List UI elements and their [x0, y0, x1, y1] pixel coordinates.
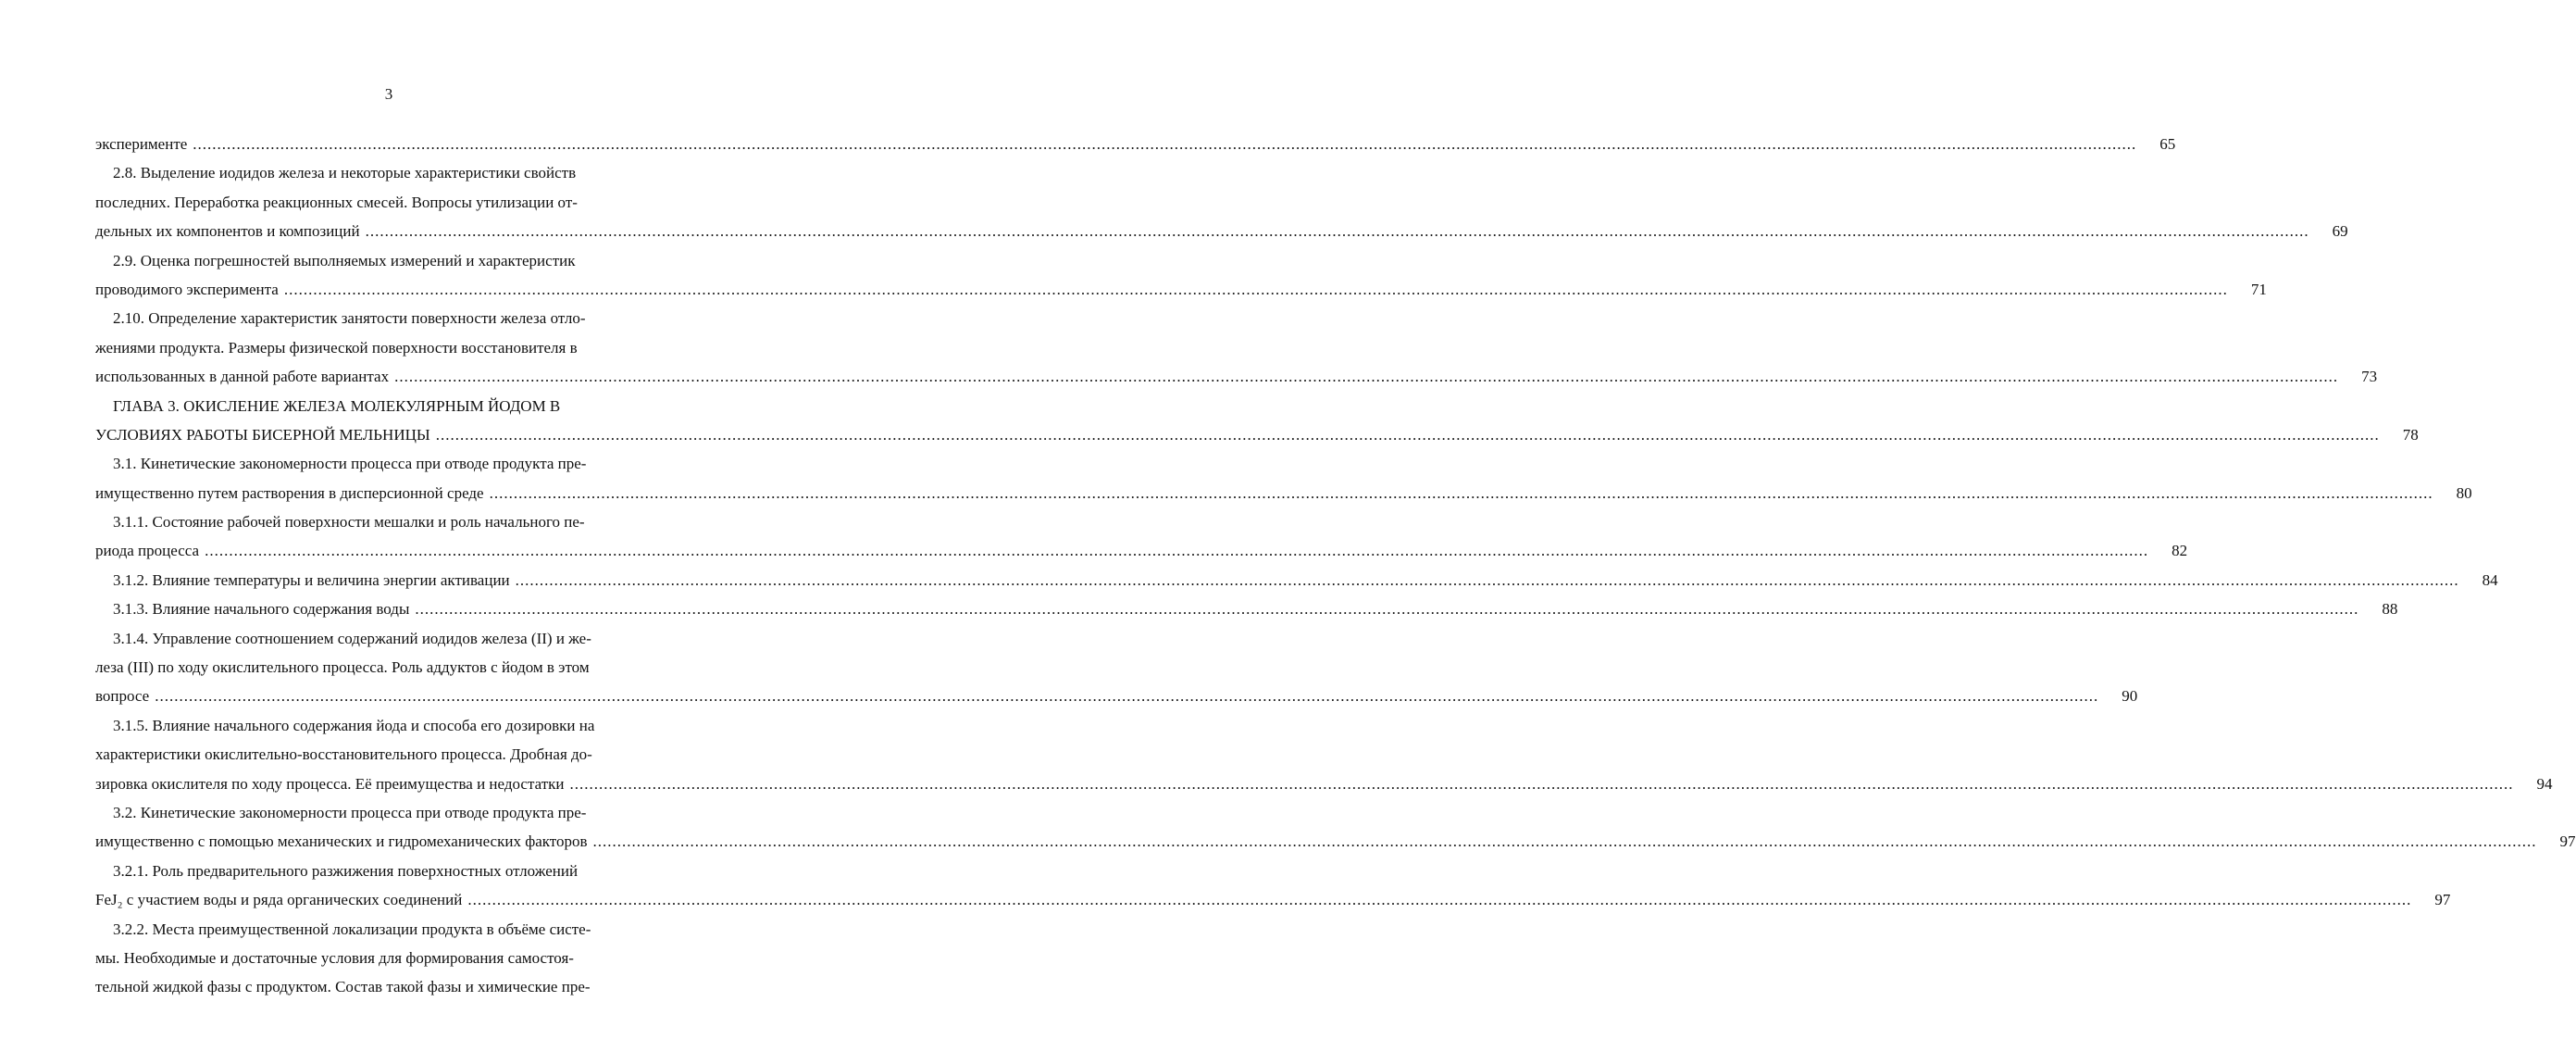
- toc-entry-line: 3.2.2. Места преимущественной локализации продукта в объёме систе-: [113, 920, 591, 938]
- toc-entry-title: проводимого эксперимента: [95, 280, 279, 298]
- toc-entry-line: 2.9. Оценка погрешностей выполняемых измерений и характеристик: [113, 251, 576, 269]
- toc-entry: [95, 449, 2472, 507]
- toc-entry-title: зировка окислителя по ходу процесса. Её преимущества и недостатки: [95, 774, 565, 793]
- toc-page-number: 94: [2536, 774, 2553, 793]
- toc-entry-line: мы. Необходимые и достаточные условия для формирования самостоя-: [95, 948, 574, 967]
- toc-entry-last-line: [95, 536, 2188, 565]
- toc-entry-line: 3.1.1. Состояние рабочей поверхности мешалки и роль начального пе-: [113, 513, 585, 532]
- toc-page-number: 65: [2159, 135, 2176, 153]
- toc-entry-last-line: [95, 682, 2138, 710]
- toc-entry-last-line: [95, 217, 2348, 245]
- toc-entry-line: ГЛАВА 3. ОКИСЛЕНИЕ ЖЕЛЕЗА МОЛЕКУЛЯРНЫМ ЙОДОМ В: [113, 396, 561, 415]
- toc-entry-line: тельной жидкой фазы с продуктом. Состав такой фазы и химические пре-: [95, 978, 591, 996]
- toc-entry-line: последних. Переработка реакционных смесей. Вопросы утилизации от-: [95, 193, 578, 211]
- toc-entry: [95, 857, 2451, 915]
- dot-leader: ................................................................................................................................................................................................................................................................................................................................................................................................................: [435, 425, 2380, 444]
- toc-page-number: 97: [2559, 832, 2576, 851]
- toc-entry: [95, 130, 2176, 158]
- toc-entry-title: FeJ₂ с участием воды и ряда органических соединений: [95, 891, 463, 909]
- toc-entry-title: риода процесса: [95, 542, 200, 560]
- toc-entry-title: имущественно путем растворения в дисперсионной среде: [95, 483, 484, 502]
- toc-page-number: 97: [2434, 891, 2451, 909]
- toc-entry-last-line: [95, 827, 2576, 856]
- toc-page-number: 69: [2332, 222, 2348, 241]
- toc-entry-last-line: [95, 275, 2267, 304]
- dot-leader: ................................................................................................................................................................................................................................................................................................................................................................................................................: [467, 891, 2412, 909]
- toc-entry-line: 3.1. Кинетические закономерности процесса при отводе продукта пре-: [113, 455, 587, 473]
- toc-page-number: 73: [2361, 368, 2378, 386]
- toc-entry-line: 2.8. Выделение иодидов железа и некоторые характеристики свойств: [113, 164, 577, 182]
- dot-leader: ................................................................................................................................................................................................................................................................................................................................................................................................................: [283, 280, 2228, 298]
- toc-entry-last-line: [95, 130, 2176, 158]
- toc-page-number: 90: [2122, 687, 2138, 706]
- toc-entry: [95, 711, 2553, 798]
- toc-page-number: 78: [2402, 425, 2419, 444]
- toc-entry: [95, 304, 2378, 391]
- toc-entry-line: характеристики окислительно-восстановительного процесса. Дробная до-: [95, 745, 592, 764]
- toc-entry-line: 2.10. Определение характеристик занятости поверхности железа отло-: [113, 309, 586, 328]
- dot-leader: ................................................................................................................................................................................................................................................................................................................................................................................................................: [394, 368, 2339, 386]
- dot-leader: ................................................................................................................................................................................................................................................................................................................................................................................................................: [193, 135, 2137, 153]
- dot-leader: ................................................................................................................................................................................................................................................................................................................................................................................................................: [415, 600, 2359, 619]
- toc-entry: [95, 246, 2267, 305]
- toc-entry: [95, 595, 2398, 623]
- toc-entry-title: вопросе: [95, 687, 150, 706]
- toc-entry-line: 3.2. Кинетические закономерности процесса при отводе продукта пре-: [113, 803, 587, 821]
- dot-leader: ................................................................................................................................................................................................................................................................................................................................................................................................................: [489, 483, 2433, 502]
- toc-entry: [95, 392, 2419, 450]
- toc-entry-line: жениями продукта. Размеры физической поверхности восстановителя в: [95, 338, 578, 357]
- toc-entry-last-line: [95, 420, 2419, 449]
- toc-entry: [95, 507, 2188, 566]
- toc-page-number: 82: [2172, 542, 2188, 560]
- toc-entry-last-line: [95, 885, 2451, 914]
- dot-leader: ................................................................................................................................................................................................................................................................................................................................................................................................................: [515, 570, 2459, 589]
- toc-entry-title: 3.1.3. Влияние начального содержания воды: [113, 600, 410, 619]
- page-number: 3: [384, 85, 393, 103]
- toc-page-number: 88: [2382, 600, 2398, 619]
- toc-entry-line: 3.2.1. Роль предварительного разжижения поверхностных отложений: [113, 861, 579, 880]
- dot-leader: ................................................................................................................................................................................................................................................................................................................................................................................................................: [155, 687, 2099, 706]
- toc-entry: [95, 798, 2576, 857]
- dot-leader: ................................................................................................................................................................................................................................................................................................................................................................................................................: [592, 832, 2537, 851]
- toc-entry-title: имущественно с помощью механических и гидромеханических факторов: [95, 832, 588, 851]
- table-of-contents: [95, 130, 2576, 1002]
- toc-page-number: 84: [2482, 570, 2498, 589]
- toc-entry: [95, 158, 2348, 245]
- toc-entry-last-line: [95, 770, 2553, 798]
- toc-entry-title: эксперименте: [95, 135, 188, 153]
- toc-entry-line: 3.1.4. Управление соотношением содержаний иодидов железа (II) и же-: [113, 629, 591, 647]
- dot-leader: ................................................................................................................................................................................................................................................................................................................................................................................................................: [569, 774, 2514, 793]
- toc-entry: [95, 624, 2138, 711]
- dot-leader: ................................................................................................................................................................................................................................................................................................................................................................................................................: [205, 542, 2149, 560]
- toc-entry-last-line: [95, 566, 2498, 595]
- toc-entry-title: УСЛОВИЯХ РАБОТЫ БИСЕРНОЙ МЕЛЬНИЦЫ: [95, 425, 430, 444]
- toc-entry-title: 3.1.2. Влияние температуры и величина энергии активации: [113, 570, 510, 589]
- toc-page-number: 71: [2250, 280, 2267, 298]
- dot-leader: ................................................................................................................................................................................................................................................................................................................................................................................................................: [365, 222, 2309, 241]
- toc-entry-title: использованных в данной работе вариантах: [95, 368, 390, 386]
- toc-entry-line: 3.1.5. Влияние начального содержания йода и способа его дозировки на: [113, 716, 595, 734]
- toc-entry-line: леза (III) по ходу окислительного процесса. Роль аддуктов с йодом в этом: [95, 658, 590, 677]
- toc-page-number: 80: [2456, 483, 2472, 502]
- toc-entry: [95, 566, 2498, 595]
- toc-entry-title: дельных их компонентов и композиций: [95, 222, 360, 241]
- toc-entry-last-line: [95, 362, 2378, 391]
- toc-entry: [95, 915, 671, 1002]
- toc-entry-last-line: [95, 479, 2472, 507]
- toc-entry-last-line: [95, 595, 2398, 623]
